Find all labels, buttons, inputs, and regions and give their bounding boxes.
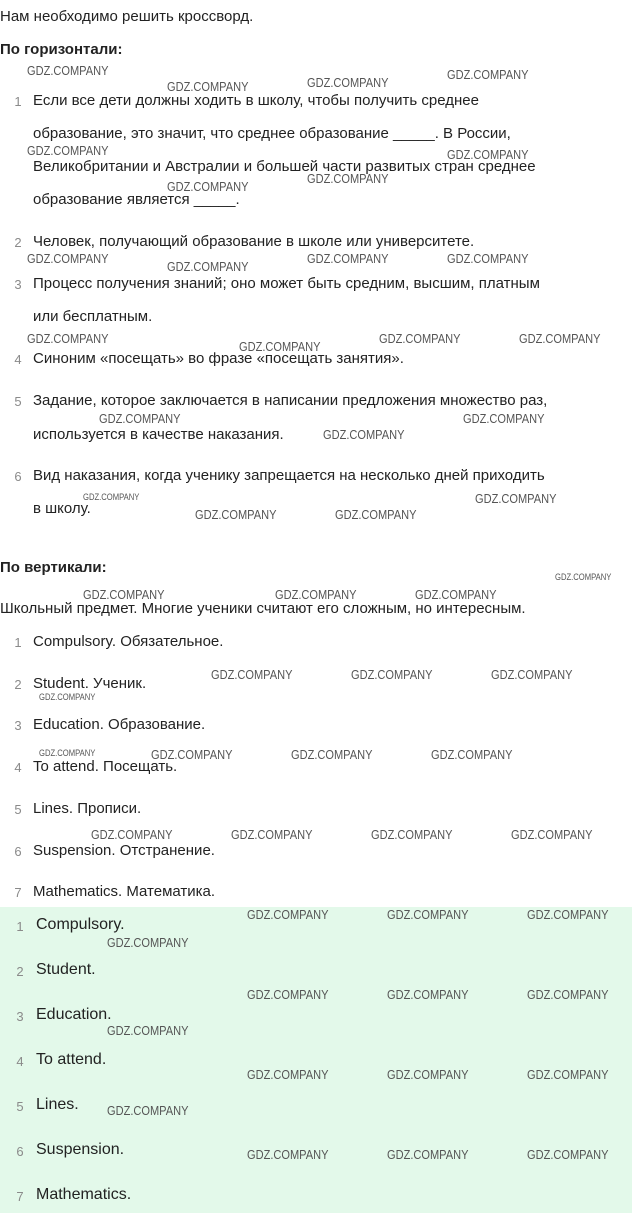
watermark: GDZ.COMPANY [231,827,313,842]
down-item-7-number: 7 [14,885,22,900]
watermark: GDZ.COMPANY [39,748,96,758]
watermark: GDZ.COMPANY [555,572,612,582]
across-item-1-line-4: образование является _____. [33,191,240,208]
across-item-3-number: 3 [14,277,22,292]
watermark: GDZ.COMPANY [511,827,593,842]
across-item-2-line-1: Человек, получающий образование в школе или университете. [33,233,475,250]
watermark: GDZ.COMPANY [211,667,293,682]
watermark: GDZ.COMPANY [387,987,469,1002]
down-item-4-number: 4 [14,760,22,775]
watermark: GDZ.COMPANY [91,827,173,842]
watermark: GDZ.COMPANY [99,411,181,426]
answer-3-text: Education. [36,1006,112,1023]
watermark: GDZ.COMPANY [83,587,165,602]
watermark: GDZ.COMPANY [447,251,529,266]
across-item-6-line-2: в школу. [33,500,91,517]
across-item-5-line-2: используется в качестве наказания. [33,426,284,443]
answer-2-text: Student. [36,961,96,978]
watermark: GDZ.COMPANY [27,251,109,266]
across-item-6-line-1: Вид наказания, когда ученику запрещается на несколько дней приходить [33,467,545,484]
watermark: GDZ.COMPANY [519,331,601,346]
across-item-1-line-3: Великобритании и Австралии и большей части развитых стран среднее [33,158,536,175]
watermark: GDZ.COMPANY [107,935,189,950]
watermark: GDZ.COMPANY [307,171,389,186]
watermark: GDZ.COMPANY [475,491,557,506]
across-item-1-number: 1 [14,94,22,109]
watermark: GDZ.COMPANY [387,1067,469,1082]
across-item-1-line-1: Если все дети должны ходить в школу, чтобы получить среднее [33,92,479,109]
watermark: GDZ.COMPANY [527,907,609,922]
watermark: GDZ.COMPANY [415,587,497,602]
watermark: GDZ.COMPANY [167,259,249,274]
across-item-4-number: 4 [14,352,22,367]
watermark: GDZ.COMPANY [27,331,109,346]
watermark: GDZ.COMPANY [323,427,405,442]
across-item-3-line-1: Процесс получения знаний; оно может быть средним, высшим, платным [33,275,540,292]
watermark: GDZ.COMPANY [379,331,461,346]
watermark: GDZ.COMPANY [247,907,329,922]
watermark: GDZ.COMPANY [167,79,249,94]
down-item-3-number: 3 [14,718,22,733]
across-item-1-line-2: образование, это значит, что среднее образование _____. В России, [33,125,511,142]
watermark: GDZ.COMPANY [275,587,357,602]
watermark: GDZ.COMPANY [371,827,453,842]
down-item-5-text: Lines. Прописи. [33,800,142,817]
answer-4-text: To attend. [36,1051,107,1068]
down-item-6-number: 6 [14,844,22,859]
answer-5-text: Lines. [36,1096,79,1113]
answers-block [0,907,632,1213]
watermark: GDZ.COMPANY [351,667,433,682]
watermark: GDZ.COMPANY [307,251,389,266]
watermark: GDZ.COMPANY [387,1147,469,1162]
watermark: GDZ.COMPANY [463,411,545,426]
watermark: GDZ.COMPANY [307,75,389,90]
across-item-6-number: 6 [14,469,22,484]
answer-3-number: 3 [16,1009,24,1024]
across-item-4-line-1: Синоним «посещать» во фразе «посещать занятия». [33,350,404,367]
down-heading: По вертикали: [0,559,107,576]
down-item-2-number: 2 [14,677,22,692]
watermark: GDZ.COMPANY [39,692,96,702]
watermark: GDZ.COMPANY [447,67,529,82]
watermark: GDZ.COMPANY [247,1147,329,1162]
down-item-7-text: Mathematics. Математика. [33,883,216,900]
watermark: GDZ.COMPANY [247,1067,329,1082]
answer-7-text: Mathematics. [36,1186,132,1203]
watermark: GDZ.COMPANY [387,907,469,922]
answer-6-number: 6 [16,1144,24,1159]
down-item-6-text: Suspension. Отстранение. [33,842,215,859]
watermark: GDZ.COMPANY [527,987,609,1002]
down-item-1-text: Compulsory. Обязательное. [33,633,224,650]
down-item-5-number: 5 [14,802,22,817]
watermark: GDZ.COMPANY [447,147,529,162]
watermark: GDZ.COMPANY [167,179,249,194]
intro-text: Нам необходимо решить кроссворд. [0,8,254,25]
across-item-5-line-1: Задание, которое заключается в написании предложения множество раз, [33,392,548,409]
across-heading: По горизонтали: [0,41,123,58]
watermark: GDZ.COMPANY [431,747,513,762]
watermark: GDZ.COMPANY [195,507,277,522]
watermark: GDZ.COMPANY [335,507,417,522]
across-item-3-line-2: или бесплатным. [33,308,153,325]
across-item-2-number: 2 [14,235,22,250]
watermark: GDZ.COMPANY [247,987,329,1002]
watermark: GDZ.COMPANY [27,63,109,78]
watermark: GDZ.COMPANY [527,1147,609,1162]
down-subheading: Школьный предмет. Многие ученики считают его сложным, но интересным. [0,600,526,617]
down-item-4-text: To attend. Посещать. [33,758,178,775]
answer-2-number: 2 [16,964,24,979]
answer-4-number: 4 [16,1054,24,1069]
down-item-2-text: Student. Ученик. [33,675,147,692]
watermark: GDZ.COMPANY [27,143,109,158]
watermark: GDZ.COMPANY [107,1023,189,1038]
watermark: GDZ.COMPANY [491,667,573,682]
answer-6-text: Suspension. [36,1141,125,1158]
watermark: GDZ.COMPANY [151,747,233,762]
watermark: GDZ.COMPANY [83,492,140,502]
watermark: GDZ.COMPANY [239,339,321,354]
watermark: GDZ.COMPANY [527,1067,609,1082]
down-item-1-number: 1 [14,635,22,650]
down-item-3-text: Education. Образование. [33,716,206,733]
answer-7-number: 7 [16,1189,24,1204]
watermark: GDZ.COMPANY [107,1103,189,1118]
watermark: GDZ.COMPANY [291,747,373,762]
answer-1-number: 1 [16,919,24,934]
answer-1-text: Compulsory. [36,916,125,933]
across-item-5-number: 5 [14,394,22,409]
answer-5-number: 5 [16,1099,24,1114]
